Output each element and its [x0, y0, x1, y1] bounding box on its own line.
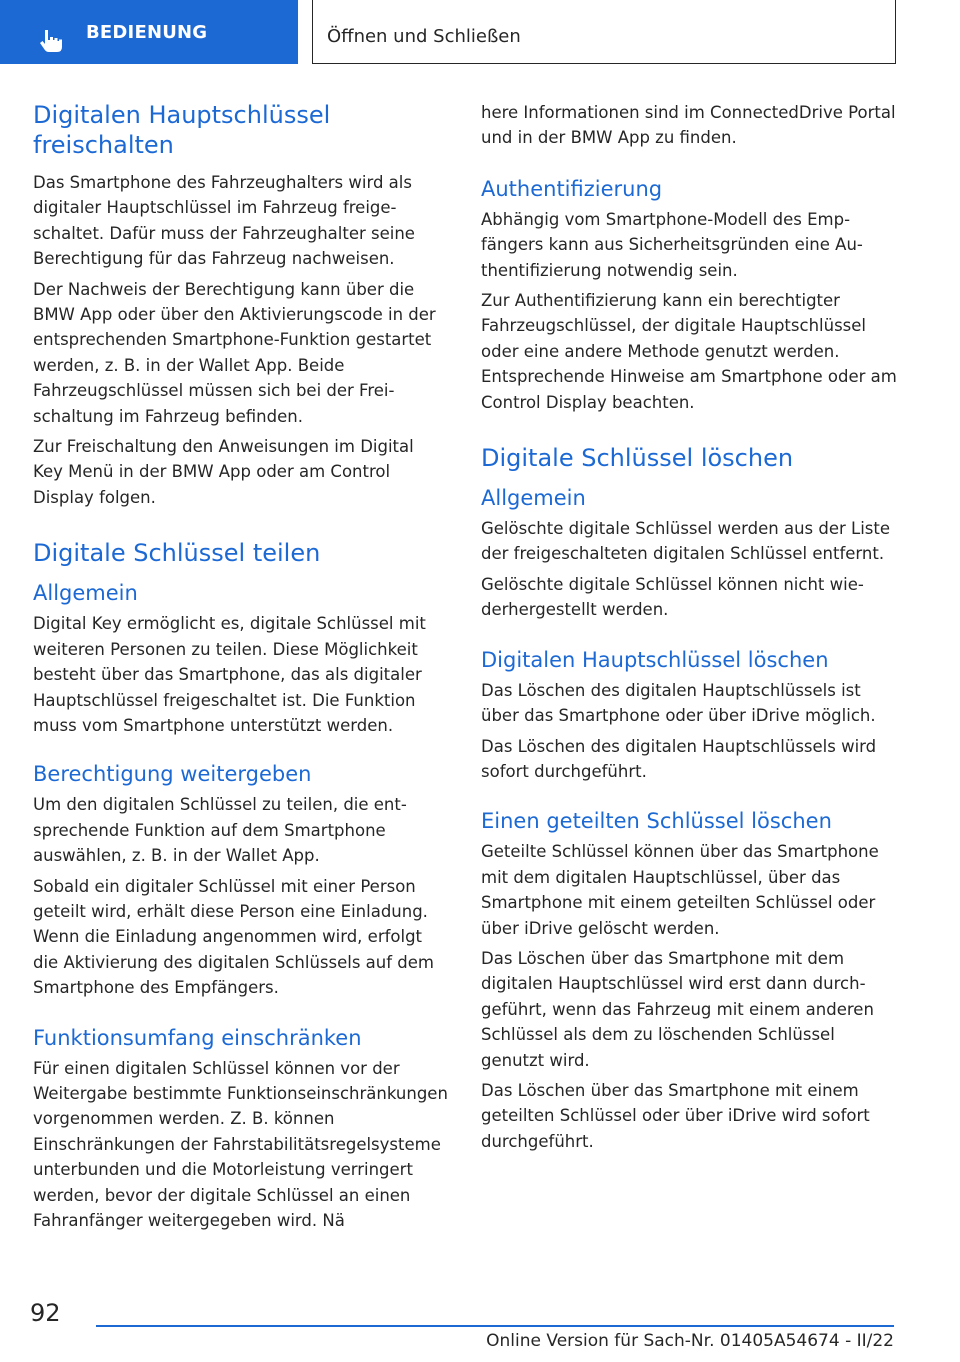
subsection-heading: Berechtigung weitergeben [33, 762, 312, 787]
chapter-header [312, 0, 896, 64]
page-number: 92 [30, 1299, 61, 1327]
subsection-heading: Einen geteilten Schlüssel löschen [481, 809, 832, 834]
footer-divider [96, 1325, 894, 1327]
section-tab [0, 0, 298, 64]
paragraph: Gelöschte digitale Schlüssel werden aus der Liste der freigeschalteten digitalen Schlüssel entfernt. [481, 519, 891, 564]
hand-pointer-icon [36, 26, 66, 56]
section-heading: Digitalen Hauptschlüssel freischalten [33, 101, 331, 159]
subsection-heading: Authentifizierung [481, 176, 663, 201]
subsection-heading: Digitalen Hauptschlüssel löschen [481, 647, 829, 672]
chapter-title: Öffnen und Schließen [327, 26, 521, 47]
section-heading: Digitale Schlüssel löschen [481, 444, 794, 473]
paragraph: Das Löschen über das Smartphone mit einem geteilten Schlüssel oder über iDrive wird sofort durchgeführt. [481, 1080, 870, 1151]
paragraph: Zur Freischaltung den Anweisungen im Digital Key Menü in der BMW App oder am Control Display folgen. [33, 437, 414, 507]
paragraph: Das Löschen über das Smartphone mit dem digitalen Hauptschlüssel wird erst dann durchgeführt, wenn das Fahrzeug mit einem anderen Schlüssel als dem zu löschenden Schlüssel genutzt wird. [481, 948, 874, 1070]
left-column [33, 100, 448, 1233]
subsection-heading: Allgemein [481, 486, 586, 511]
right-column [481, 100, 899, 1154]
paragraph: Zur Authentifizierung kann ein berechtigter Fahrzeugschlüssel, der digitale Hauptschlüssel oder eine andere Methode genutzt werden. Entsprechende Hinweise am Smartphone oder am Control Display beachten. [481, 291, 897, 412]
paragraph: Gelöschte digitale Schlüssel können nicht wiederhergestellt werden. [481, 574, 864, 620]
paragraph: here Informationen sind im ConnectedDrive Portal und in der BMW App zu finden. [481, 103, 896, 148]
paragraph: Um den digitalen Schlüssel zu teilen, die entsprechende Funktion auf dem Smartphone auswählen, z. B. in der Wallet App. [33, 795, 407, 866]
section-heading: Digitale Schlüssel teilen [33, 539, 321, 568]
paragraph: Sobald ein digitaler Schlüssel mit einer Person geteilt wird, erhält diese Person eine Einladung. Wenn die Einladung angenommen wird, erfolgt die Aktivierung des digitalen Schlüssels auf dem Smartphone des Empfängers. [33, 876, 435, 998]
paragraph: Der Nachweis der Berechtigung kann über die BMW App oder über den Aktivierungscode in der entsprechenden Smartphone-Funktion gestartet werden, z. B. in der Wallet App. Beide Fahrzeugschlüssel müssen sich bei der Freischaltung im Fahrzeug befinden. [33, 279, 436, 426]
paragraph: Für einen digitalen Schlüssel können vor der Weitergabe bestimmte Funktionseinschränkungen vorgenommen werden. Z. B. können Einschränkungen der Fahrstabilitätsregelsysteme unterbunden und die Motorleistung verringert werden, bevor der digitale Schlüssel an einen Fahranfänger weitergegeben wird. Nä [33, 1058, 448, 1230]
paragraph: Das Smartphone des Fahrzeughalters wird als digitaler Hauptschlüssel im Fahrzeug freigeschaltet. Dafür muss der Fahrzeughalter seine Berechtigung für das Fahrzeug nachweisen. [33, 173, 415, 269]
paragraph: Geteilte Schlüssel können über das Smartphone mit dem digitalen Hauptschlüssel, über das Smartphone mit einem geteilten Schlüssel oder über iDrive gelöscht werden. [481, 842, 879, 938]
subsection-heading: Funktionsumfang einschränken [33, 1025, 362, 1050]
subsection-heading: Allgemein [33, 581, 138, 606]
footer-online-version: Online Version für Sach-Nr. 01405A54674 - II/22 [486, 1331, 894, 1351]
section-label: BEDIENUNG [86, 22, 208, 43]
paragraph: Digital Key ermöglicht es, digitale Schlüssel mit weiteren Personen zu teilen. Diese Möglichkeit besteht über das Smartphone, das als digitaler Hauptschlüssel freigeschaltet ist. Die Funktion muss vom Smartphone unterstützt werden. [33, 614, 426, 735]
paragraph: Das Löschen des digitalen Hauptschlüssels ist über das Smartphone oder über iDrive möglich. [481, 680, 876, 726]
paragraph: Abhängig vom Smartphone-Modell des Empfängers kann aus Sicherheitsgründen eine Authentifizierung notwendig sein. [481, 209, 863, 280]
paragraph: Das Löschen des digitalen Hauptschlüssels wird sofort durchgeführt. [481, 736, 877, 781]
